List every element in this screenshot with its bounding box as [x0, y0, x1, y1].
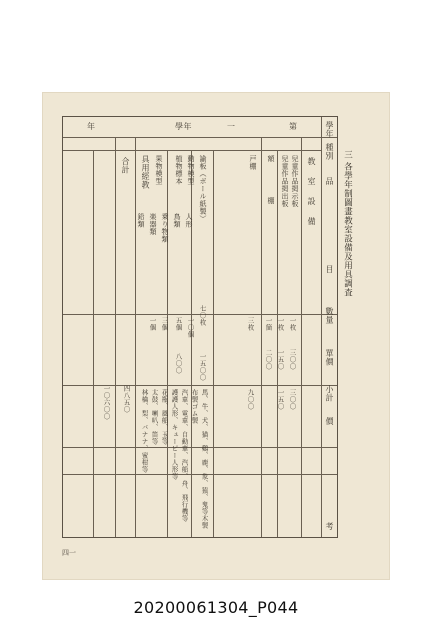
- count-c: 一箇: [264, 317, 273, 331]
- category-equip: 備: [307, 217, 316, 226]
- year-label-one: 一: [227, 122, 236, 131]
- count-f: 一〇個: [186, 317, 195, 338]
- subtotal-a: 三〇〇: [288, 389, 297, 410]
- col-rule-6: [191, 150, 192, 537]
- item-cabinet: 戸棚: [249, 155, 257, 170]
- unit-price-b: 一五〇: [276, 349, 285, 370]
- count-i: 一個: [148, 317, 157, 331]
- count-d: 三枚: [246, 317, 255, 331]
- header-rule-lower: [63, 150, 321, 151]
- item-teaching-board: 諭板（ボール紙製）: [199, 155, 207, 223]
- header-note: 考: [325, 522, 334, 531]
- col-rule-3: [277, 150, 278, 537]
- subtotal-c: 九〇〇: [246, 389, 255, 410]
- item-shelf: 棚: [267, 197, 275, 205]
- item-frame: 額: [267, 155, 275, 163]
- subtotal-rule-2: [63, 474, 337, 475]
- header-count: 數量: [325, 307, 334, 324]
- tools-label: 具用經教: [141, 155, 150, 189]
- note-instruments: 太鼓、喇叭、笛等: [150, 389, 159, 445]
- note-vehicles: 汽車、電車、自動車、汽船、舟、飛行機等: [180, 389, 189, 522]
- left-value-b: 八〇〇: [174, 353, 183, 374]
- unit-price-a: 三〇〇: [288, 349, 297, 370]
- image-caption: 20200061304_P044: [133, 598, 299, 617]
- col-rule-5: [213, 150, 214, 537]
- header-subtotal: 小計: [325, 385, 334, 402]
- note-animals: 馬、牛、犬、猫、鷄、鹿、象、猿、鬼等木製: [200, 389, 209, 529]
- col-rule-10: [93, 150, 94, 537]
- item-instruments: 楽器類: [149, 213, 157, 236]
- count-e: 七〇枚: [198, 305, 207, 326]
- year-label-school: 學年: [175, 122, 192, 131]
- note-materials: 布製ゴム製: [190, 389, 199, 424]
- header-price: 價: [325, 417, 334, 426]
- note-fruits: 林檎、梨、バナナ、蜜柑等: [140, 389, 149, 473]
- left-value-a: 一五〇〇: [198, 353, 207, 381]
- item-display-board: 兒童作品掲示板: [291, 155, 299, 208]
- count-a: 一枚: [288, 317, 297, 331]
- note-dolls: 護護人形、キューピー人形等: [170, 389, 179, 480]
- header-unit: 單價: [325, 349, 334, 366]
- header-rule: [63, 137, 337, 138]
- sum-b: 一〇六〇〇: [102, 385, 111, 420]
- item-lead: 鉛類: [137, 213, 145, 228]
- item-display-board-2: 兒童作品掲出板: [281, 155, 289, 208]
- item-animal-model: 動物模型: [187, 155, 195, 185]
- year-label-year: 年: [87, 122, 96, 131]
- col-rule-8: [135, 137, 136, 537]
- item-birds: 鳥類: [173, 213, 181, 228]
- col-rule-4: [261, 137, 262, 537]
- header-name: 目: [325, 265, 334, 274]
- equipment-table: [62, 116, 338, 538]
- header-kind: 種別: [325, 143, 334, 160]
- item-doll: 人形: [185, 213, 193, 228]
- subtotal-b: 一五〇: [276, 389, 285, 410]
- category-room: 室: [307, 177, 316, 186]
- total-label: 合計: [121, 157, 130, 174]
- year-label-first: 第: [289, 122, 298, 131]
- subtotal-rule: [63, 447, 337, 448]
- header-item: 品: [325, 177, 334, 186]
- count-b: 一枚: [276, 317, 285, 331]
- count-g: 五個: [174, 317, 183, 331]
- col-rule-9: [115, 137, 116, 537]
- page-number: 四一: [62, 549, 76, 557]
- col-rule-7: [167, 150, 168, 537]
- item-fruit-model: 果物模型: [155, 155, 163, 185]
- count-h: 三個: [160, 317, 169, 331]
- sum-a: 四八五〇: [122, 385, 131, 413]
- header-year: 學年: [325, 121, 334, 138]
- item-plant-specimen: 植物標本: [175, 155, 183, 185]
- unit-price-c: 二〇〇: [264, 349, 273, 370]
- col-rule-2: [301, 137, 302, 537]
- category-setup: 設: [307, 197, 316, 206]
- section-title: 三 各學年制圖畫教室設備及用具調査: [342, 150, 353, 298]
- note-flowers: 花瓶、風船、玉等: [160, 389, 169, 445]
- item-vehicles: 乗り物類: [161, 213, 169, 243]
- col-rule-1: [321, 117, 322, 537]
- category-edu: 教: [307, 157, 316, 166]
